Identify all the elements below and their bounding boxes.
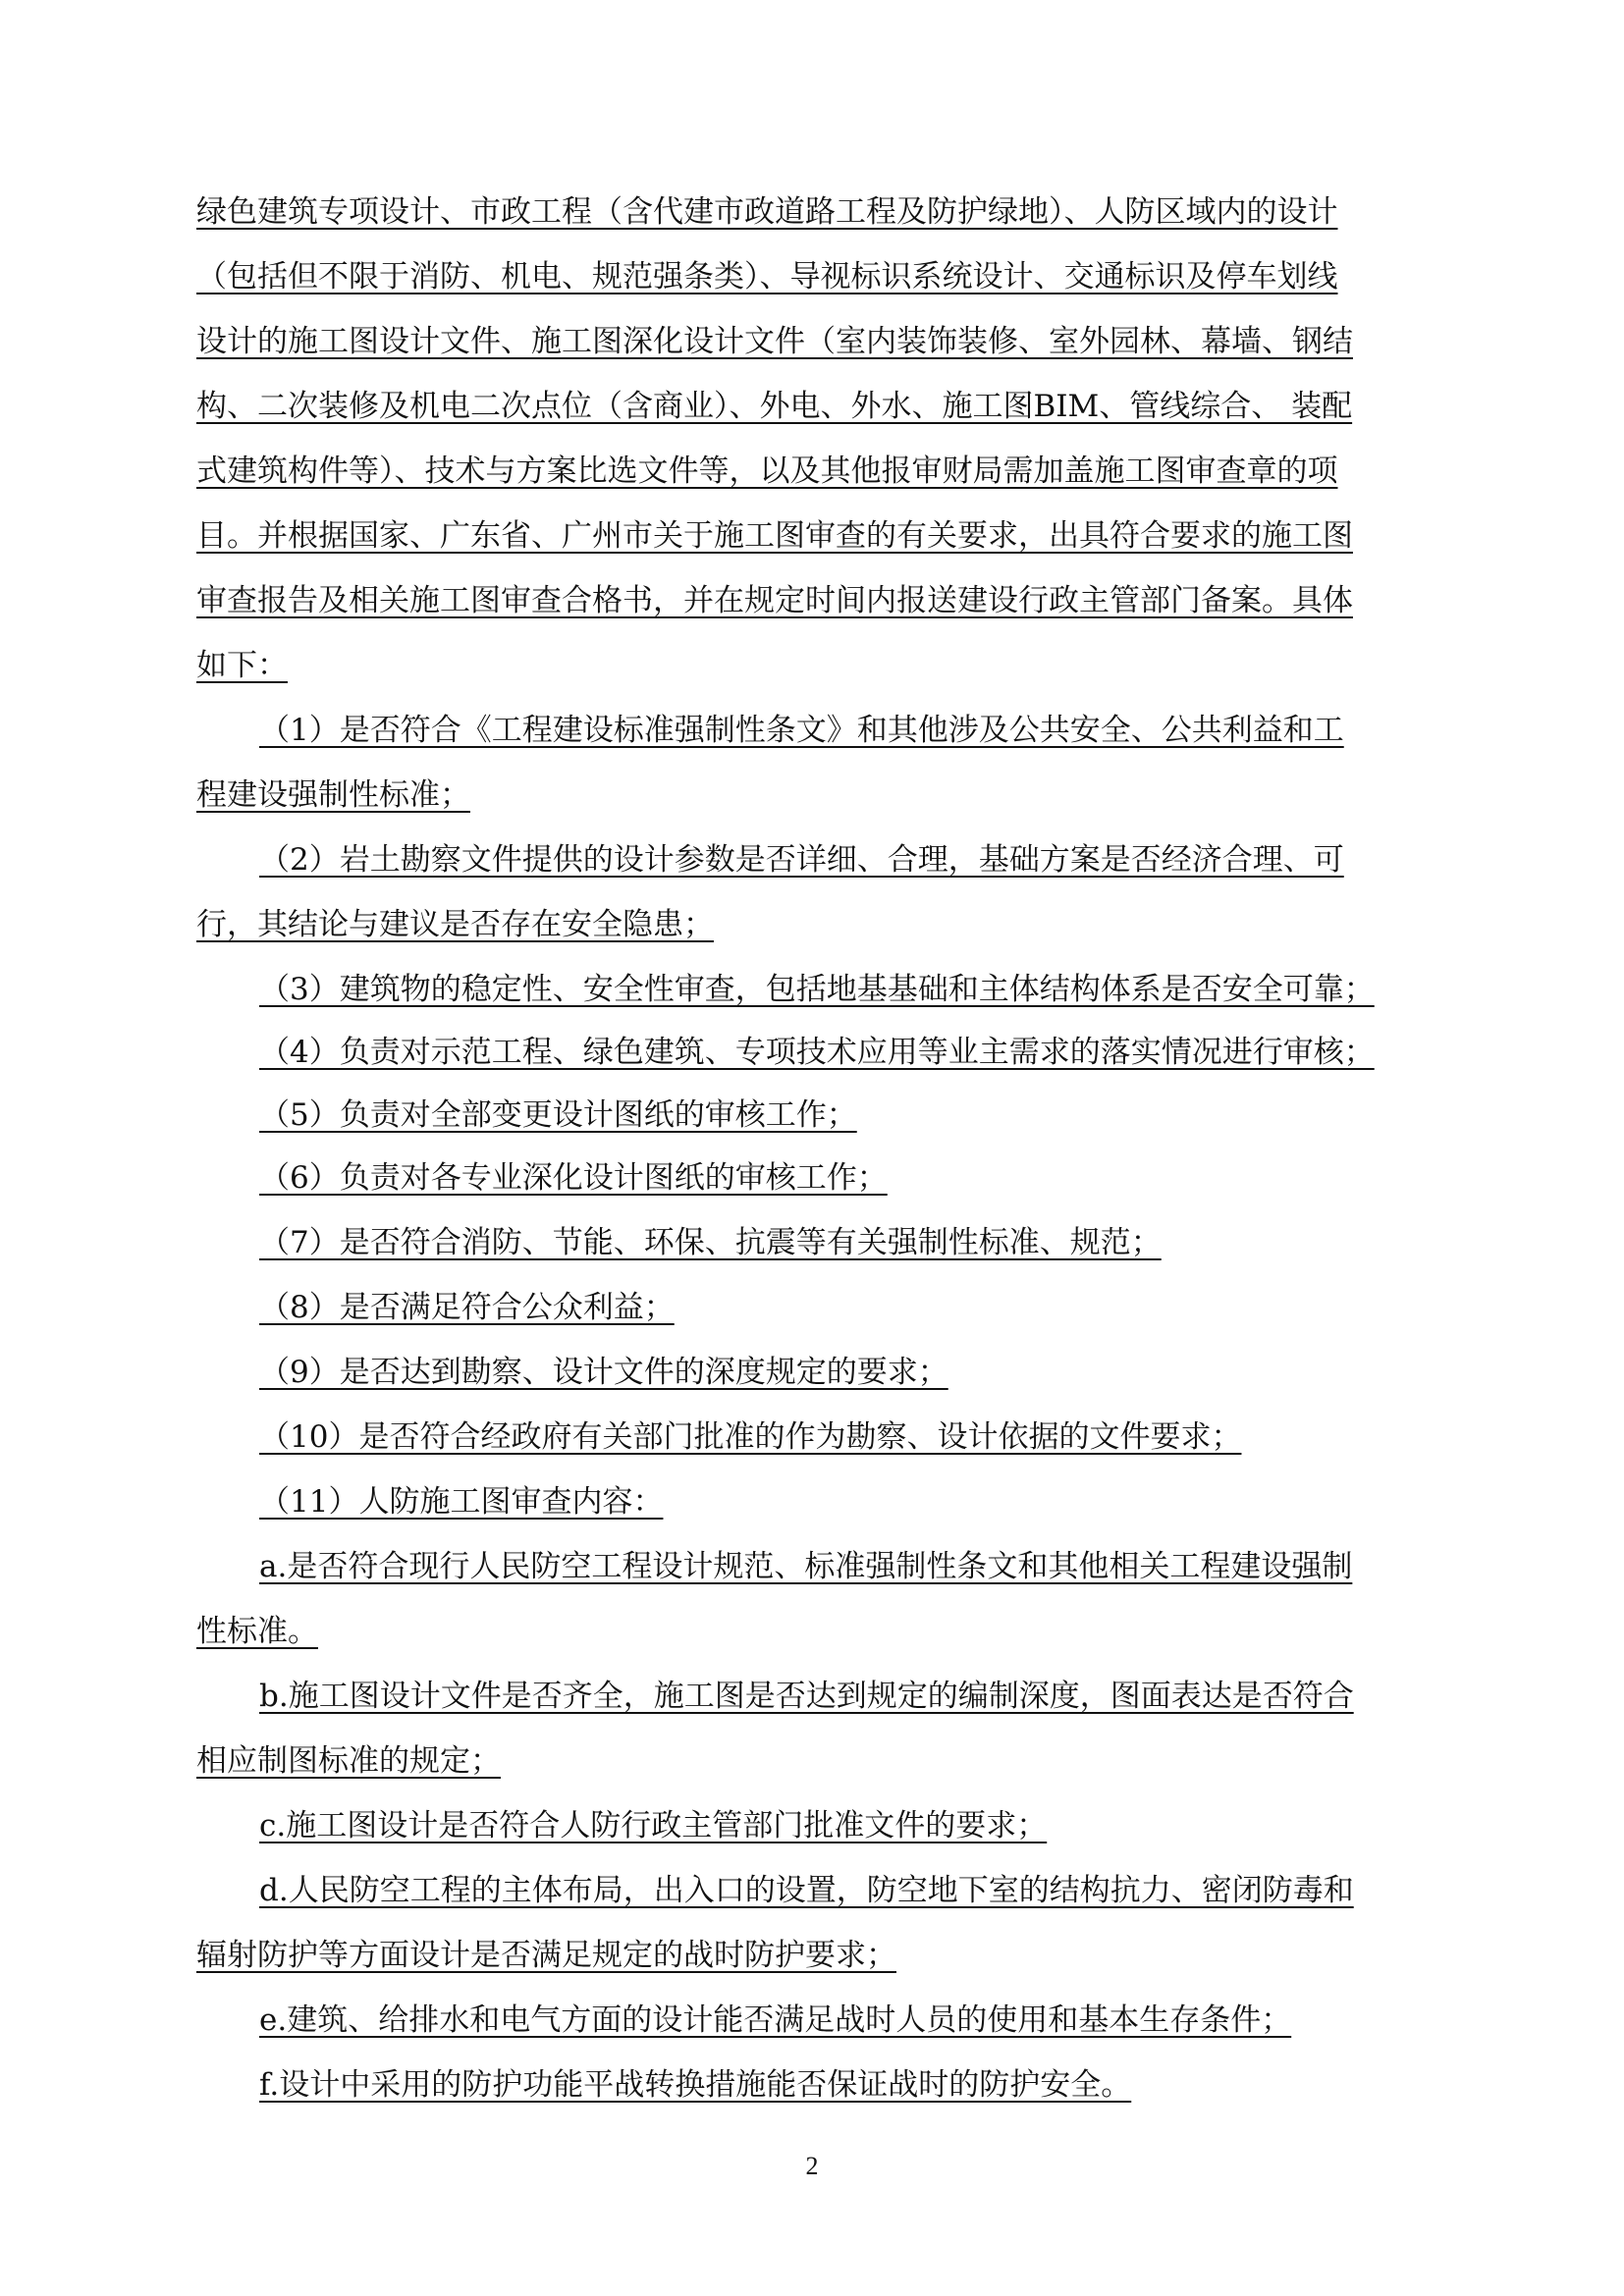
text-line: 目。并根据国家、广东省、广州市关于施工图审查的有关要求，出具符合要求的施工图 [196, 518, 1353, 554]
page-number: 2 [805, 2152, 819, 2180]
text-line: 辐射防护等方面设计是否满足规定的战时防护要求； [196, 1938, 896, 1973]
text-line: 相应制图标准的规定； [196, 1743, 501, 1779]
text-line: 如下： [196, 648, 288, 683]
text-line: （包括但不限于消防、机电、规范强条类）、导视标识系统设计、交通标识及停车划线 [196, 259, 1338, 294]
text-line: 程建设强制性标准； [196, 777, 470, 813]
text-line: a.是否符合现行人民防空工程设计规范、标准强制性条文和其他相关工程建设强制 [259, 1549, 1353, 1584]
text-line: （2）岩土勘察文件提供的设计参数是否详细、合理，基础方案是否经济合理、可 [259, 842, 1344, 878]
text-line: 行，其结论与建议是否存在安全隐患； [196, 907, 714, 942]
text-line: e.建筑、给排水和电气方面的设计能否满足战时人员的使用和基本生存条件； [259, 2002, 1292, 2038]
text-line: （6）负责对各专业深化设计图纸的审核工作； [259, 1160, 888, 1196]
text-line: （5）负责对全部变更设计图纸的审核工作； [259, 1097, 857, 1133]
text-line: 构、二次装修及机电二次点位（含商业）、外电、外水、施工图BIM、管线综合、 装配 [196, 389, 1353, 424]
text-line: 式建筑构件等）、技术与方案比选文件等，以及其他报审财局需加盖施工图审查章的项 [196, 454, 1338, 489]
text-line: （3）建筑物的稳定性、安全性审查，包括地基基础和主体结构体系是否安全可靠； [259, 972, 1375, 1007]
text-line: （9）是否达到勘察、设计文件的深度规定的要求； [259, 1355, 948, 1390]
text-line: d.人民防空工程的主体布局，出入口的设置，防空地下室的结构抗力、密闭防毒和 [259, 1873, 1354, 1908]
text-line: 审查报告及相关施工图审查合格书，并在规定时间内报送建设行政主管部门备案。具体 [196, 583, 1353, 618]
text-line: （11）人防施工图审查内容： [259, 1484, 664, 1520]
text-line: 设计的施工图设计文件、施工图深化设计文件（室内装饰装修、室外园林、幕墙、钢结 [196, 324, 1353, 359]
text-line: （7）是否符合消防、节能、环保、抗震等有关强制性标准、规范； [259, 1225, 1162, 1260]
text-line: b.施工图设计文件是否齐全，施工图是否达到规定的编制深度，图面表达是否符合 [259, 1679, 1354, 1714]
text-line: 性标准。 [196, 1614, 318, 1649]
text-line: （4）负责对示范工程、绿色建筑、专项技术应用等业主需求的落实情况进行审核； [259, 1035, 1375, 1070]
text-line: c.施工图设计是否符合人防行政主管部门批准文件的要求； [259, 1808, 1048, 1843]
text-line: （8）是否满足符合公众利益； [259, 1290, 675, 1325]
text-line: f.设计中采用的防护功能平战转换措施能否保证战时的防护安全。 [259, 2067, 1132, 2103]
text-line: （1）是否符合《工程建设标准强制性条文》和其他涉及公共安全、公共利益和工 [259, 713, 1344, 748]
text-line: （10）是否符合经政府有关部门批准的作为勘察、设计依据的文件要求； [259, 1419, 1242, 1455]
text-line: 绿色建筑专项设计、市政工程（含代建市政道路工程及防护绿地）、人防区域内的设计 [196, 194, 1338, 230]
